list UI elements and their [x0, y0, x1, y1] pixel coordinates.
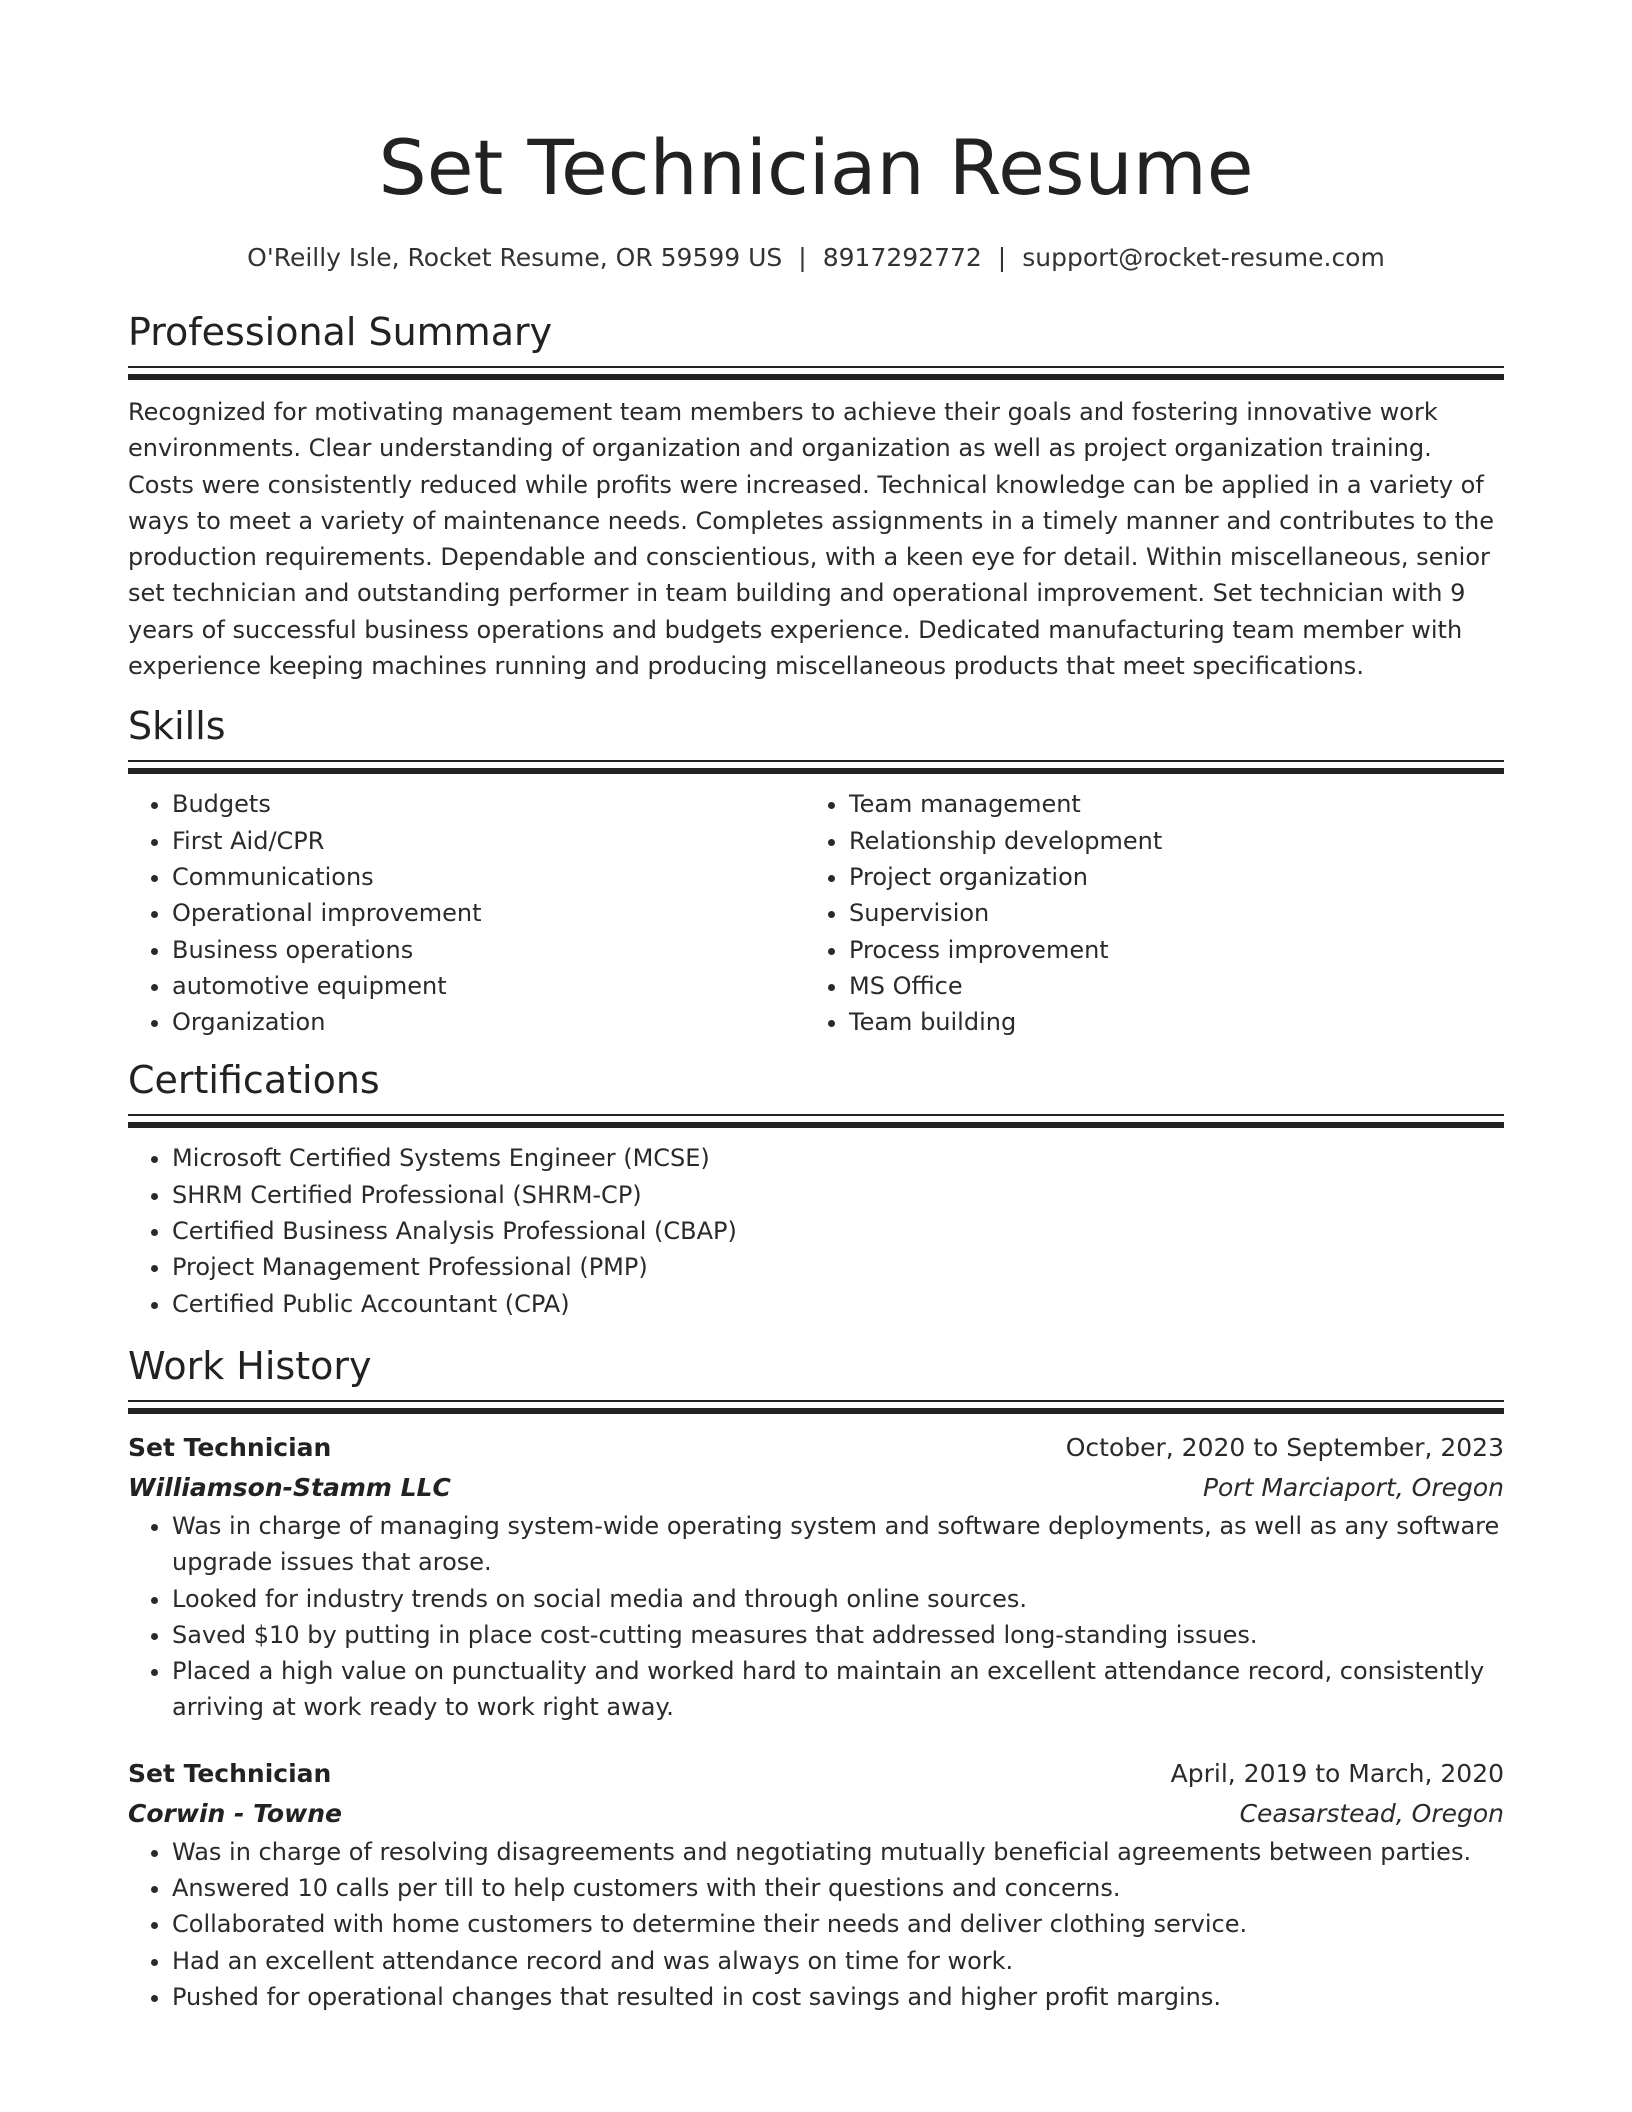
certification-item: • Certified Business Analysis Professional (CBAP) [172, 1213, 1504, 1249]
job-title: Set Technician [128, 1432, 332, 1462]
skills-grid [128, 786, 1504, 1040]
job-duty-item: • Placed a high value on punctuality and worked hard to maintain an excellent attendance record, consistently arriving at work ready to work right away. [172, 1653, 1504, 1726]
skill-item: • Business operations [172, 932, 805, 968]
skill-item: • Operational improvement [172, 895, 805, 931]
work-history-section [128, 1342, 1504, 2015]
skill-item: • MS Office [849, 968, 1482, 1004]
contact-address: O'Reilly Isle, Rocket Resume, OR 59599 US [247, 243, 783, 272]
job-entry [128, 1754, 1504, 2015]
summary-text: Recognized for motivating management team members to achieve their goals and fostering innovative work environments. Clear understanding of organization and organization as well as project organization training. Costs were consistently reduced while profits were increased. Technical knowledge can be applied in a variety of ways to meet a variety of maintenance needs. Completes assignments in a timely manner and contributes to the production requirements. Dependable and conscientious, with a keen eye for detail. Within miscellaneous, senior set technician and outstanding performer in team building and operational improvement. Set technician with 9 years of successful business operations and budgets experience. Dedicated manufacturing team member with experience keeping machines running and producing miscellaneous products that meet specifications. [128, 398, 1495, 681]
skill-item: • automotive equipment [172, 968, 805, 1004]
job-subheader [128, 1468, 1504, 1508]
skills-column-left [128, 786, 805, 1040]
contact-separator: | [798, 243, 807, 272]
skill-item: • Relationship development [849, 823, 1482, 859]
job-company: Williamson-Stamm LLC [128, 1472, 451, 1502]
job-duty-item: • Looked for industry trends on social media and through online sources. [172, 1581, 1504, 1617]
job-duties-list [128, 1834, 1504, 2015]
contact-line [128, 242, 1504, 274]
job-duty-item: • Had an excellent attendance record and was always on time for work. [172, 1943, 1504, 1979]
section-heading-certifications: Certifications [128, 1058, 380, 1103]
skill-item: • First Aid/CPR [172, 823, 805, 859]
job-duties-list [128, 1508, 1504, 1726]
section-divider [128, 760, 1504, 774]
job-title: Set Technician [128, 1758, 332, 1788]
certification-item: • Microsoft Certified Systems Engineer (MCSE) [172, 1140, 1504, 1176]
skill-item: • Communications [172, 859, 805, 895]
certifications-list [128, 1140, 1504, 1321]
section-divider [128, 1400, 1504, 1414]
job-dates: April, 2019 to March, 2020 [1170, 1758, 1504, 1788]
skill-item: • Project organization [849, 859, 1482, 895]
skill-item: • Process improvement [849, 932, 1482, 968]
certification-item: • Certified Public Accountant (CPA) [172, 1286, 1504, 1322]
section-heading-work-history: Work History [128, 1343, 372, 1388]
job-duty-item: • Was in charge of managing system-wide operating system and software deployments, as well as any software upgrade issues that arose. [172, 1508, 1504, 1581]
contact-phone: 8917292772 [822, 243, 982, 272]
certifications-section [128, 1056, 1504, 1321]
job-subheader [128, 1794, 1504, 1834]
job-header [128, 1428, 1504, 1468]
job-duty-item: • Collaborated with home customers to determine their needs and deliver clothing service. [172, 1906, 1504, 1942]
job-dates: October, 2020 to September, 2023 [1065, 1432, 1504, 1462]
skill-item: • Team management [849, 786, 1482, 822]
certification-item: • Project Management Professional (PMP) [172, 1249, 1504, 1285]
job-entry [128, 1428, 1504, 1726]
resume-page [128, 0, 1504, 2015]
skill-item: • Supervision [849, 895, 1482, 931]
resume-title: Set Technician Resume [378, 123, 1254, 212]
job-location: Port Marciaport, Oregon [1202, 1472, 1504, 1502]
section-divider [128, 1114, 1504, 1128]
section-divider [128, 366, 1504, 380]
skill-item: • Team building [849, 1004, 1482, 1040]
skill-item: • Organization [172, 1004, 805, 1040]
skill-item: • Budgets [172, 786, 805, 822]
job-company: Corwin - Towne [128, 1798, 342, 1828]
skills-column-right [805, 786, 1482, 1040]
job-duty-item: • Saved $10 by putting in place cost-cutting measures that addressed long-standing issues. [172, 1617, 1504, 1653]
certification-item: • SHRM Certified Professional (SHRM-CP) [172, 1177, 1504, 1213]
job-duty-item: • Answered 10 calls per till to help customers with their questions and concerns. [172, 1870, 1504, 1906]
section-heading-summary: Professional Summary [128, 310, 553, 354]
skills-list-right [805, 786, 1482, 1040]
summary-section [128, 308, 1504, 684]
job-location: Ceasarstead, Oregon [1239, 1798, 1504, 1828]
contact-separator: | [997, 243, 1007, 272]
skills-section [128, 702, 1504, 1040]
job-duty-item: • Pushed for operational changes that resulted in cost savings and higher profit margins. [172, 1979, 1504, 2015]
job-duty-item: • Was in charge of resolving disagreements and negotiating mutually beneficial agreements between parties. [172, 1834, 1504, 1870]
section-heading-skills: Skills [128, 704, 226, 749]
contact-email: support@rocket-resume.com [1022, 243, 1385, 272]
skills-list-left [128, 786, 805, 1040]
job-header [128, 1754, 1504, 1794]
